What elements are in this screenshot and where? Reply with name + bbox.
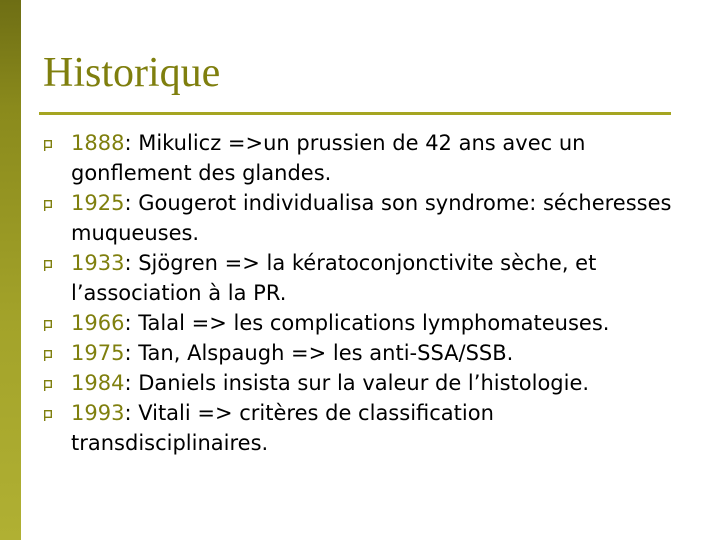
- list-item: [44, 248, 684, 308]
- item-year: 1966: [71, 311, 125, 335]
- item-text: : Mikulicz =>un prussien de 42 ans avec un gonflement des glandes.: [71, 131, 586, 185]
- item-text: : Tan, Alspaugh => les anti-SSA/SSB.: [124, 341, 514, 365]
- square-bullet-icon: [44, 410, 52, 421]
- item-year: 1993: [71, 401, 125, 425]
- list-item: [44, 308, 684, 338]
- list-item: [44, 338, 684, 368]
- list-item: [44, 398, 684, 458]
- item-year: 1975: [71, 341, 125, 365]
- square-bullet-icon: [44, 260, 52, 271]
- square-bullet-icon: [44, 140, 52, 151]
- left-decorative-band: [0, 0, 21, 540]
- square-bullet-icon: [44, 350, 52, 361]
- list-item: [44, 128, 684, 188]
- item-text: : Sjögren => la kératoconjonctivite sèche, et l’association à la PR.: [71, 251, 597, 305]
- item-text: : Vitali => critères de classification transdisciplinaires.: [71, 401, 494, 455]
- item-text: : Gougerot individualisa son syndrome: sécheresses muqueuses.: [71, 191, 672, 245]
- item-text: : Daniels insista sur la valeur de l’histologie.: [124, 371, 590, 395]
- item-year: 1888: [71, 131, 125, 155]
- list-item: [44, 188, 684, 248]
- list-item: [44, 368, 684, 398]
- item-year: 1925: [71, 191, 125, 215]
- square-bullet-icon: [44, 380, 52, 391]
- slide-title: Historique: [43, 50, 221, 96]
- item-year: 1984: [71, 371, 125, 395]
- square-bullet-icon: [44, 320, 52, 331]
- square-bullet-icon: [44, 200, 52, 211]
- item-text: : Talal => les complications lymphomateuses.: [124, 311, 610, 335]
- history-list: [44, 128, 684, 458]
- title-underline: [39, 112, 671, 115]
- item-year: 1933: [71, 251, 125, 275]
